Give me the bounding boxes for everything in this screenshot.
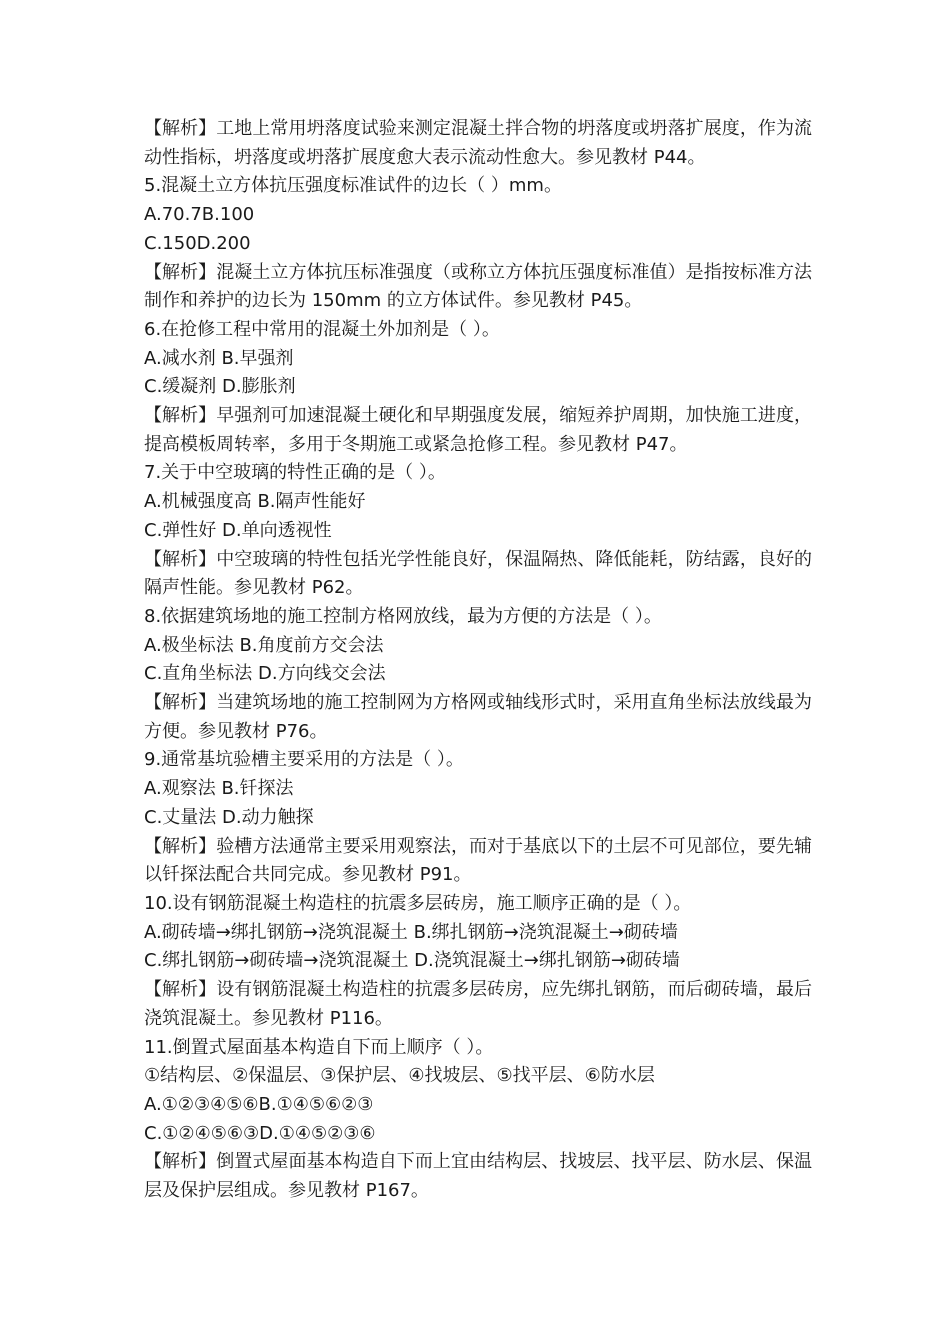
question-stem: 7.关于中空玻璃的特性正确的是（ ）。 [144, 462, 446, 484]
analysis-paragraph: 【解析】设有钢筋混凝土构造柱的抗震多层砖房，应先绑扎钢筋，而后砌砖墙，最后浇筑混凝土。参见教材 P116。 [144, 979, 812, 1029]
answer-options: A.机械强度高 B.隔声性能好 [144, 491, 366, 513]
answer-options: A.观察法 B.钎探法 [144, 778, 294, 800]
answer-options: A.砌砖墙→绑扎钢筋→浇筑混凝土 B.绑扎钢筋→浇筑混凝土→砌砖墙 [144, 921, 678, 943]
answer-options: C.直角坐标法 D.方向线交会法 [144, 663, 386, 685]
analysis-paragraph: 【解析】早强剂可加速混凝土硬化和早期强度发展，缩短养护周期，加快施工进度，提高模板周转率，多用于冬期施工或紧急抢修工程。参见教材 P47。 [144, 405, 812, 455]
question-stem: 6.在抢修工程中常用的混凝土外加剂是（ ）。 [144, 318, 500, 340]
analysis-paragraph: 【解析】中空玻璃的特性包括光学性能良好，保温隔热、降低能耗，防结露，良好的隔声性能。参见教材 P62。 [144, 548, 812, 599]
question-stem: 9.通常基坑验槽主要采用的方法是（ ）。 [144, 749, 464, 771]
analysis-paragraph: 【解析】当建筑场地的施工控制网为方格网或轴线形式时，采用直角坐标法放线最为方便。参见教材 P76。 [144, 692, 812, 742]
answer-options: C.缓凝剂 D.膨胀剂 [144, 376, 296, 398]
analysis-paragraph: 【解析】工地上常用坍落度试验来测定混凝土拌合物的坍落度或坍落扩展度，作为流动性指标，坍落度或坍落扩展度愈大表示流动性愈大。参见教材 P44。 [144, 118, 812, 168]
answer-options: A.70.7B.100 [144, 204, 255, 226]
answer-options: C.丈量法 D.动力触探 [144, 806, 314, 828]
question-stem: 11.倒置式屋面基本构造自下而上顺序（ ）。 [144, 1036, 494, 1058]
answer-options: C.绑扎钢筋→砌砖墙→浇筑混凝土 D.浇筑混凝土→绑扎钢筋→砌砖墙 [144, 950, 680, 972]
analysis-paragraph: 【解析】混凝土立方体抗压标准强度（或称立方体抗压强度标准值）是指按标准方法制作和养护的边长为 150mm 的立方体试件。参见教材 P45。 [144, 261, 812, 312]
answer-options: A.减水剂 B.早强剂 [144, 347, 294, 369]
layer-legend: ①结构层、②保温层、③保护层、④找坡层、⑤找平层、⑥防水层 [144, 1065, 655, 1087]
answer-options: C.弹性好 D.单向透视性 [144, 519, 332, 541]
answer-options: A.①②③④⑤⑥B.①④⑤⑥②③ [144, 1093, 374, 1115]
answer-options: C.150D.200 [144, 232, 251, 254]
analysis-paragraph: 【解析】倒置式屋面基本构造自下而上宜由结构层、找坡层、找平层、防水层、保温层及保护层组成。参见教材 P167。 [144, 1151, 812, 1202]
answer-options: A.极坐标法 B.角度前方交会法 [144, 634, 384, 656]
question-stem: 10.设有钢筋混凝土构造柱的抗震多层砖房，施工顺序正确的是（ ）。 [144, 892, 692, 914]
question-stem: 8.依据建筑场地的施工控制方格网放线，最为方便的方法是（ ）。 [144, 605, 662, 627]
answer-options: C.①②④⑤⑥③D.①④⑤②③⑥ [144, 1122, 376, 1144]
question-stem: 5.混凝土立方体抗压强度标准试件的边长（ ）mm。 [144, 175, 562, 197]
analysis-paragraph: 【解析】验槽方法通常主要采用观察法，而对于基底以下的土层不可见部位，要先辅以钎探法配合共同完成。参见教材 P91。 [144, 835, 812, 886]
page-content [144, 115, 812, 1206]
